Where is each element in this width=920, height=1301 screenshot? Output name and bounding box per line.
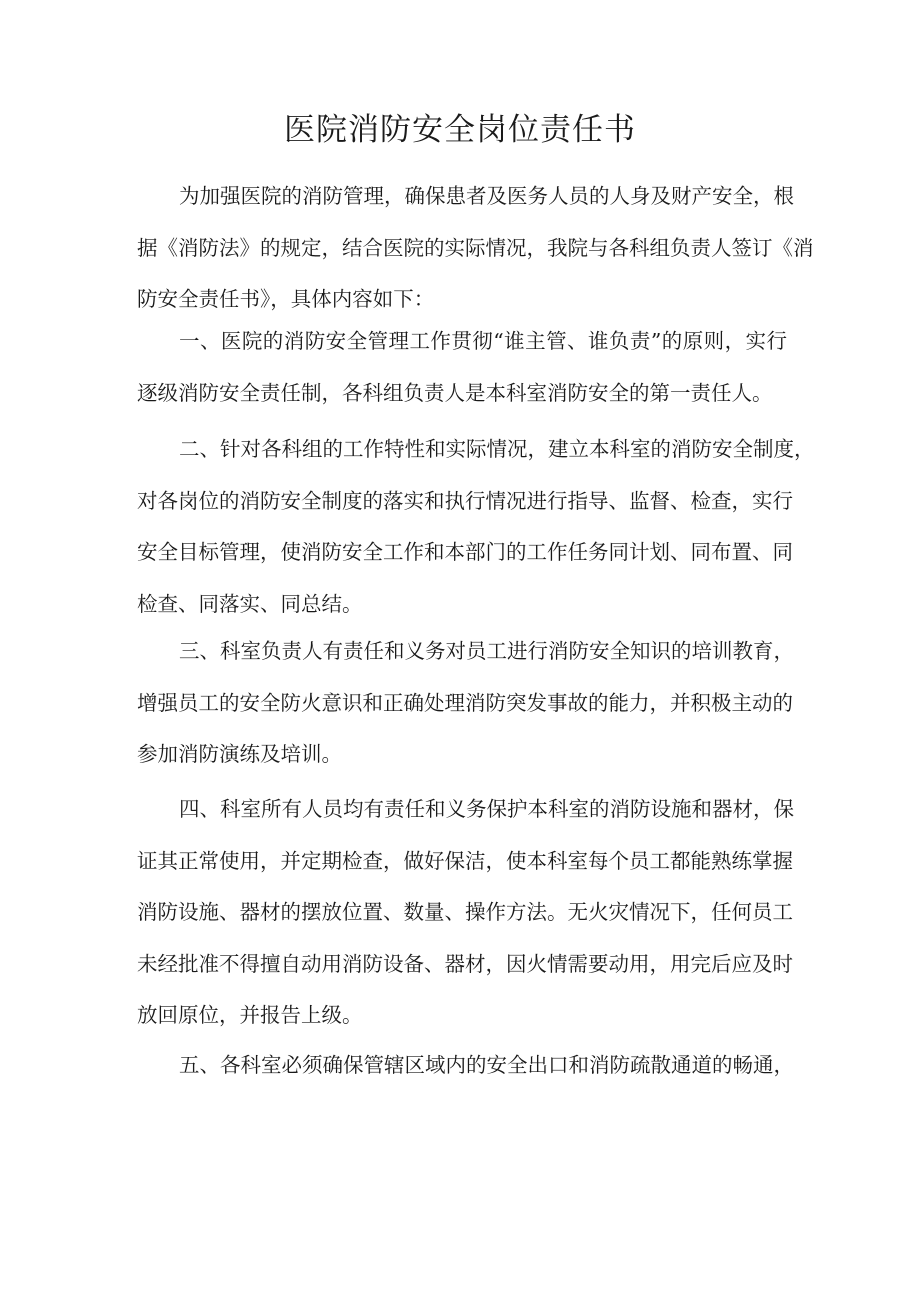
paragraph-line: 二、针对各科组的工作特性和实际情况，建立本科室的消防安全制度， [179, 437, 815, 461]
paragraph-clause-3 [137, 626, 794, 781]
paragraph-clause-2 [137, 424, 815, 630]
paragraph-line: 四、科室所有人员均有责任和义务保护本科室的消防设施和器材，保 [179, 797, 794, 821]
document-title: 医院消防安全岗位责任书 [284, 112, 636, 148]
paragraph-line: 据《消防法》的规定，结合医院的实际情况，我院与各科组负责人签订《消 [137, 235, 814, 260]
paragraph-line: 参加消防演练及培训。 [137, 742, 342, 766]
paragraph-line: 放回原位，并报告上级。 [137, 1003, 363, 1027]
paragraph-line: 检查、同落实、同总结。 [137, 591, 363, 616]
paragraph-line: 为加强医院的消防管理，确保患者及医务人员的人身及财产安全，根 [179, 184, 794, 208]
paragraph-line: 未经批准不得擅自动用消防设备、器材，因火情需要动用，用完后应及时 [137, 951, 793, 976]
paragraph-line: 消防设施、器材的摆放位置、数量、操作方法。无火灾情况下，任何员工 [137, 900, 793, 924]
paragraph-intro [137, 171, 814, 326]
paragraph-line: 对各岗位的消防安全制度的落实和执行情况进行指导、监督、检查，实行 [137, 488, 793, 513]
paragraph-line: 安全目标管理，使消防安全工作和本部门的工作任务同计划、同布置、同 [137, 540, 793, 564]
paragraph-line: 三、科室负责人有责任和义务对员工进行消防安全知识的培训教育， [179, 639, 794, 663]
paragraph-clause-1 [137, 316, 787, 419]
paragraph-line: 逐级消防安全责任制，各科组负责人是本科室消防安全的第一责任人。 [137, 380, 773, 405]
paragraph-line: 五、各科室必须确保管辖区域内的安全出口和消防疏散通道的畅通， [179, 1053, 794, 1077]
paragraph-clause-4 [137, 784, 794, 1042]
paragraph-line: 增强员工的安全防火意识和正确处理消防突发事故的能力，并积极主动的 [137, 690, 793, 715]
paragraph-line: 一、医院的消防安全管理工作贯彻“谁主管、谁负责”的原则，实行 [179, 329, 787, 353]
paragraph-clause-5 [137, 1040, 794, 1092]
paragraph-line: 证其正常使用，并定期检查，做好保洁，使本科室每个员工都能熟练掌握 [137, 848, 793, 873]
paragraph-line: 防安全责任书》，具体内容如下： [137, 287, 435, 311]
